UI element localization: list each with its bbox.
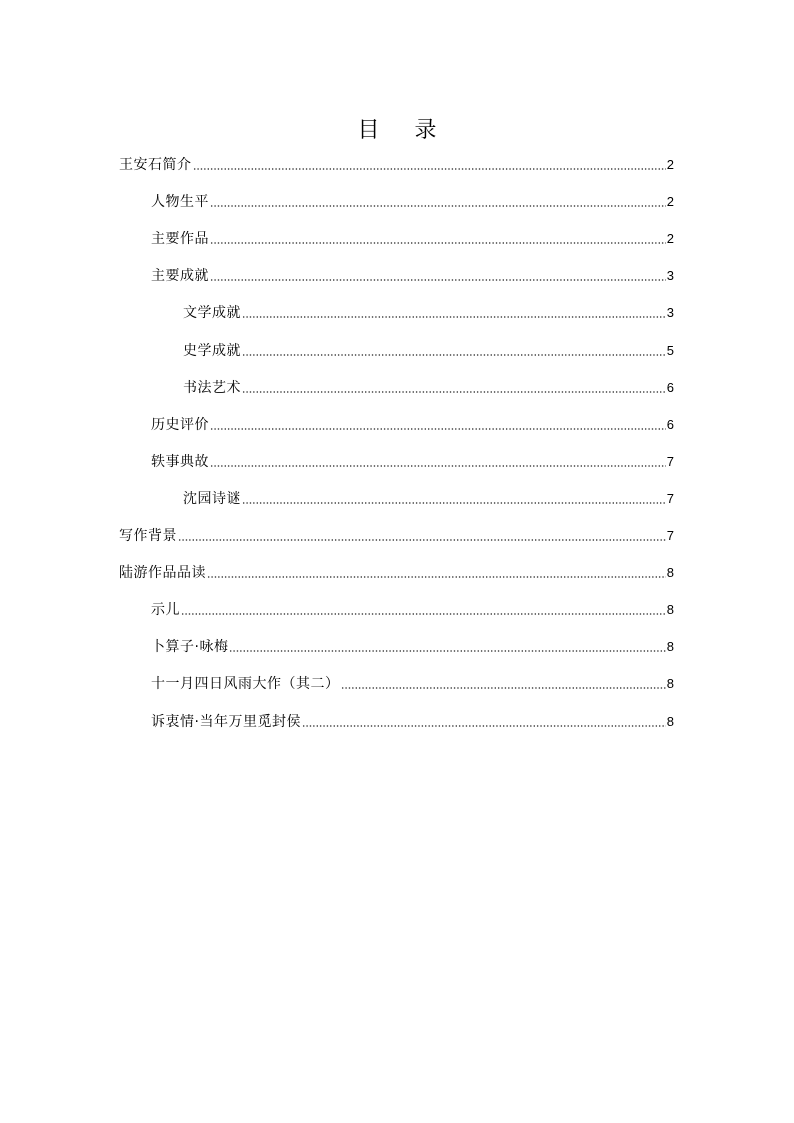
toc-entry-page-number: 8 — [666, 602, 674, 618]
toc-entry[interactable] — [183, 375, 674, 397]
dot-leader — [193, 167, 666, 171]
toc-title: 目 录 — [357, 117, 451, 143]
toc-entry-label: 文学成就 — [183, 305, 241, 322]
toc-entry[interactable] — [151, 634, 674, 656]
dot-leader — [302, 724, 666, 728]
toc-entry-page-number: 6 — [666, 379, 674, 395]
toc-entry[interactable] — [183, 338, 674, 360]
toc-entry[interactable] — [183, 486, 674, 508]
toc-entry-label: 示儿 — [151, 602, 180, 619]
toc-entry-page-number: 2 — [666, 157, 674, 172]
toc-entry-page-number: 5 — [666, 342, 674, 358]
dot-leader — [242, 353, 666, 357]
toc-entry-page-number: 2 — [666, 194, 674, 210]
toc-entry[interactable] — [151, 263, 674, 285]
toc-entry[interactable] — [119, 560, 674, 582]
toc-entry-page-number: 8 — [666, 565, 674, 581]
toc-entry-label: 主要作品 — [151, 231, 209, 248]
toc-entry-page-number: 2 — [666, 231, 674, 247]
toc-entry-page-number: 7 — [666, 490, 674, 506]
dot-leader — [181, 612, 666, 616]
toc-entry-page-number: 6 — [666, 416, 674, 432]
toc-entry[interactable] — [151, 189, 674, 211]
toc-entry-label: 陆游作品品读 — [119, 565, 206, 582]
toc-entry-label: 主要成就 — [151, 268, 209, 285]
dot-leader — [210, 464, 666, 468]
toc-entry[interactable] — [151, 671, 674, 693]
toc-entry-label: 诉衷情·当年万里觅封侯 — [151, 713, 301, 730]
toc-entry-page-number: 7 — [666, 528, 674, 543]
toc-entry-label: 史学成就 — [183, 342, 241, 359]
dot-leader — [207, 575, 666, 579]
dot-leader — [229, 649, 665, 653]
dot-leader — [242, 390, 666, 394]
toc-entry-label: 十一月四日风雨大作（其二） — [151, 676, 340, 693]
toc-entry[interactable] — [151, 709, 674, 731]
dot-leader — [210, 427, 666, 431]
toc-entry-page-number: 3 — [666, 305, 674, 321]
toc-entry-label: 轶事典故 — [151, 453, 209, 470]
toc-entry-page-number: 8 — [666, 676, 674, 692]
dot-leader — [178, 538, 666, 542]
toc-entry-page-number: 8 — [666, 639, 674, 655]
toc-entry-label: 写作背景 — [119, 528, 177, 544]
toc-entry-label: 卜算子·咏梅 — [151, 639, 229, 656]
dot-leader — [210, 241, 666, 245]
toc-entry-label: 人物生平 — [151, 194, 209, 211]
toc-entry[interactable] — [151, 226, 674, 248]
toc-entry-label: 沈园诗谜 — [183, 490, 241, 507]
toc-entry-label: 书法艺术 — [183, 379, 241, 396]
toc-entry[interactable] — [151, 412, 674, 434]
toc-entry-page-number: 8 — [666, 713, 674, 729]
toc-entry[interactable] — [119, 152, 674, 174]
toc-entry[interactable] — [151, 597, 674, 619]
toc-entry-label: 历史评价 — [151, 416, 209, 433]
dot-leader — [210, 204, 666, 208]
toc-entry[interactable] — [183, 300, 674, 322]
dot-leader — [210, 278, 666, 282]
dot-leader — [341, 686, 666, 690]
toc-entry[interactable] — [151, 449, 674, 471]
dot-leader — [242, 501, 666, 505]
toc-entry-page-number: 3 — [666, 268, 674, 284]
toc-entry-page-number: 7 — [666, 453, 674, 469]
toc-entry-label: 王安石简介 — [119, 157, 192, 173]
toc-entry[interactable] — [119, 523, 674, 545]
dot-leader — [242, 315, 666, 319]
